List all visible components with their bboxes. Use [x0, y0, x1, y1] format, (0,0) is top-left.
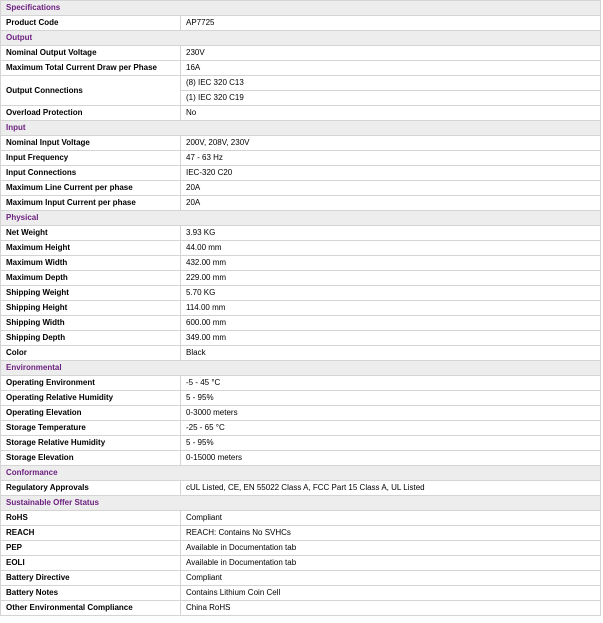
spec-row-nominal-output-voltage [1, 46, 601, 61]
spec-label: Color [1, 346, 181, 361]
spec-row-maximum-depth [1, 271, 601, 286]
spec-label: Maximum Total Current Draw per Phase [1, 61, 181, 76]
section-header-specifications [1, 1, 601, 16]
spec-value: Black [181, 346, 601, 361]
spec-label: Shipping Weight [1, 286, 181, 301]
section-title: Conformance [1, 466, 601, 481]
spec-value: 0-3000 meters [181, 406, 601, 421]
spec-label: PEP [1, 541, 181, 556]
spec-row-operating-elevation [1, 406, 601, 421]
spec-label: Operating Elevation [1, 406, 181, 421]
spec-label: Shipping Depth [1, 331, 181, 346]
spec-label: Other Environmental Compliance [1, 601, 181, 616]
spec-label: Regulatory Approvals [1, 481, 181, 496]
spec-value: Available in Documentation tab [181, 541, 601, 556]
spec-value: 5.70 KG [181, 286, 601, 301]
spec-value: 229.00 mm [181, 271, 601, 286]
spec-row-shipping-depth [1, 331, 601, 346]
spec-label: Product Code [1, 16, 181, 31]
spec-row-shipping-width [1, 316, 601, 331]
spec-value: 44.00 mm [181, 241, 601, 256]
spec-value: Contains Lithium Coin Cell [181, 586, 601, 601]
spec-value: China RoHS [181, 601, 601, 616]
spec-label: RoHS [1, 511, 181, 526]
spec-row-reach [1, 526, 601, 541]
section-header-environmental [1, 361, 601, 376]
spec-label: Nominal Output Voltage [1, 46, 181, 61]
spec-value: (8) IEC 320 C13 [181, 76, 601, 91]
section-title: Environmental [1, 361, 601, 376]
spec-value: 0-15000 meters [181, 451, 601, 466]
section-title: Input [1, 121, 601, 136]
spec-row-maximum-line-current-per-phase [1, 181, 601, 196]
spec-label: Shipping Height [1, 301, 181, 316]
spec-label: Maximum Depth [1, 271, 181, 286]
spec-row-product-code [1, 16, 601, 31]
spec-value: 349.00 mm [181, 331, 601, 346]
spec-label: Output Connections [1, 76, 181, 106]
section-header-conformance [1, 466, 601, 481]
section-header-physical [1, 211, 601, 226]
spec-row-storage-relative-humidity [1, 436, 601, 451]
spec-label: EOLI [1, 556, 181, 571]
spec-label: Maximum Line Current per phase [1, 181, 181, 196]
spec-label: Shipping Width [1, 316, 181, 331]
spec-value: REACH: Contains No SVHCs [181, 526, 601, 541]
section-header-output [1, 31, 601, 46]
spec-row-maximum-input-current-per-phase [1, 196, 601, 211]
spec-value: -25 - 65 °C [181, 421, 601, 436]
spec-row-operating-relative-humidity [1, 391, 601, 406]
section-title: Specifications [1, 1, 601, 16]
spec-value: IEC-320 C20 [181, 166, 601, 181]
spec-value: 20A [181, 196, 601, 211]
spec-label: Storage Relative Humidity [1, 436, 181, 451]
spec-row-rohs [1, 511, 601, 526]
spec-row-nominal-input-voltage [1, 136, 601, 151]
spec-value: 114.00 mm [181, 301, 601, 316]
spec-value: Compliant [181, 571, 601, 586]
spec-label: Operating Environment [1, 376, 181, 391]
spec-value: Compliant [181, 511, 601, 526]
spec-row-output-connections [1, 76, 601, 91]
spec-row-storage-temperature [1, 421, 601, 436]
spec-value: Available in Documentation tab [181, 556, 601, 571]
spec-row-net-weight [1, 226, 601, 241]
spec-value: cUL Listed, CE, EN 55022 Class A, FCC Part 15 Class A, UL Listed [181, 481, 601, 496]
spec-row-input-connections [1, 166, 601, 181]
spec-row-other-environmental-compliance [1, 601, 601, 616]
spec-label: Maximum Input Current per phase [1, 196, 181, 211]
spec-value: AP7725 [181, 16, 601, 31]
spec-value: No [181, 106, 601, 121]
spec-label: Nominal Input Voltage [1, 136, 181, 151]
spec-label: Input Connections [1, 166, 181, 181]
spec-label: REACH [1, 526, 181, 541]
spec-label: Input Frequency [1, 151, 181, 166]
spec-label: Maximum Width [1, 256, 181, 271]
spec-label: Net Weight [1, 226, 181, 241]
spec-label: Battery Notes [1, 586, 181, 601]
spec-value: (1) IEC 320 C19 [181, 91, 601, 106]
spec-row-operating-environment [1, 376, 601, 391]
spec-value: 16A [181, 61, 601, 76]
spec-row-battery-notes [1, 586, 601, 601]
spec-row-storage-elevation [1, 451, 601, 466]
spec-row-maximum-height [1, 241, 601, 256]
spec-row-shipping-weight [1, 286, 601, 301]
spec-label: Overload Protection [1, 106, 181, 121]
spec-row-battery-directive [1, 571, 601, 586]
section-title: Sustainable Offer Status [1, 496, 601, 511]
spec-label: Battery Directive [1, 571, 181, 586]
section-header-input [1, 121, 601, 136]
spec-label: Operating Relative Humidity [1, 391, 181, 406]
spec-value: 47 - 63 Hz [181, 151, 601, 166]
spec-row-input-frequency [1, 151, 601, 166]
spec-label: Maximum Height [1, 241, 181, 256]
spec-value: 5 - 95% [181, 436, 601, 451]
spec-row-overload-protection [1, 106, 601, 121]
section-title: Physical [1, 211, 601, 226]
spec-value: 5 - 95% [181, 391, 601, 406]
spec-row-regulatory-approvals [1, 481, 601, 496]
spec-row-eoli [1, 556, 601, 571]
spec-label: Storage Temperature [1, 421, 181, 436]
spec-body [1, 1, 601, 616]
spec-row-maximum-total-current-draw-per-phase [1, 61, 601, 76]
spec-value: -5 - 45 °C [181, 376, 601, 391]
spec-row-maximum-width [1, 256, 601, 271]
spec-value: 20A [181, 181, 601, 196]
spec-row-shipping-height [1, 301, 601, 316]
spec-row-pep [1, 541, 601, 556]
spec-row-color [1, 346, 601, 361]
spec-value: 200V, 208V, 230V [181, 136, 601, 151]
section-header-sustainable-offer-status [1, 496, 601, 511]
spec-value: 230V [181, 46, 601, 61]
spec-value: 432.00 mm [181, 256, 601, 271]
spec-value: 3.93 KG [181, 226, 601, 241]
spec-value: 600.00 mm [181, 316, 601, 331]
spec-label: Storage Elevation [1, 451, 181, 466]
section-title: Output [1, 31, 601, 46]
